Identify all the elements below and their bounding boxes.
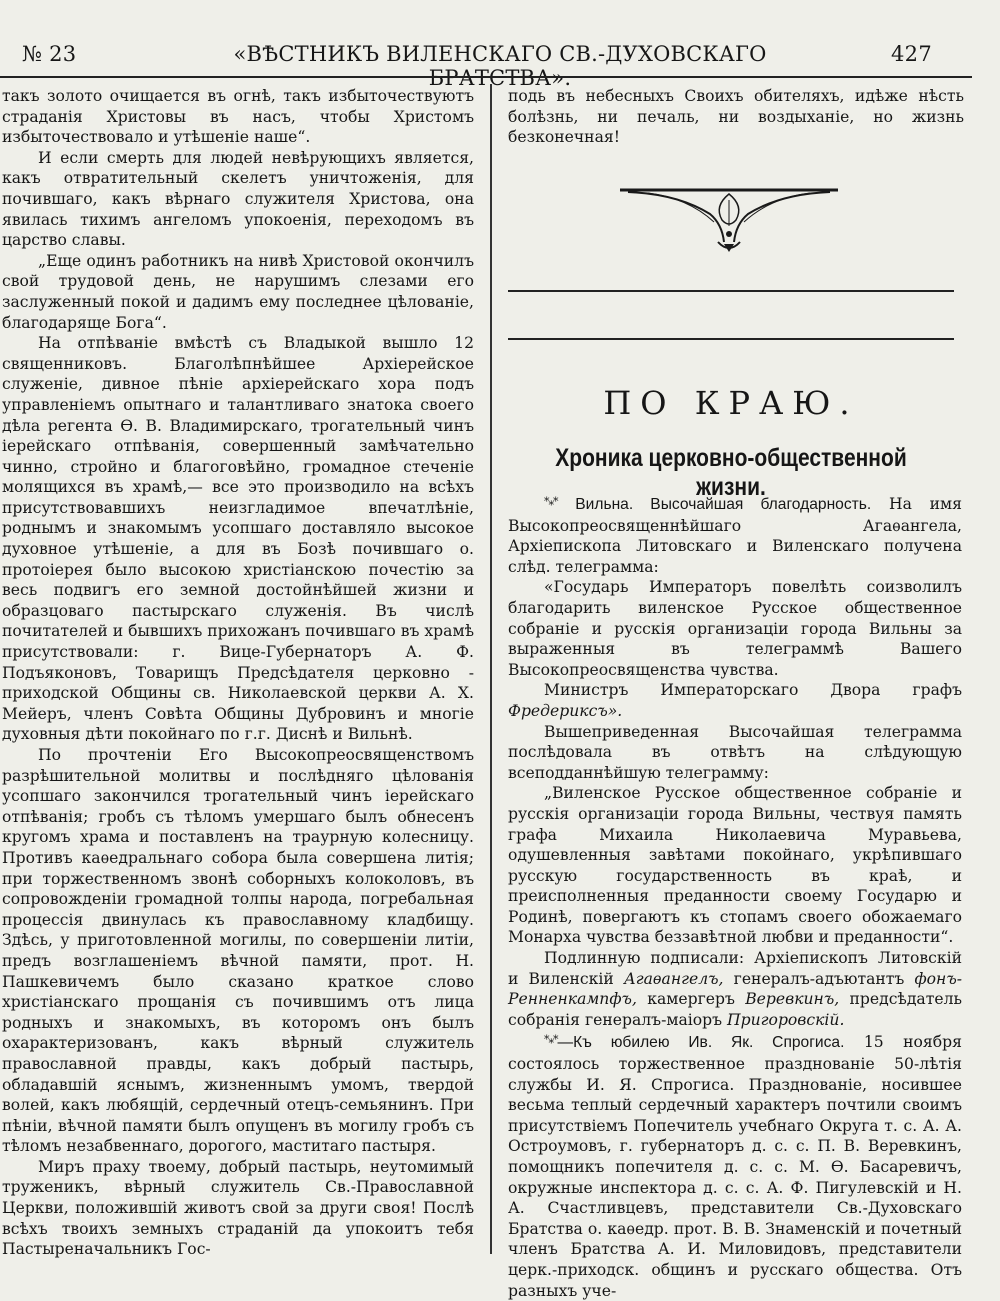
telegram-text: „Виленское Русское общественное собраніе и русскія организаціи города Вильны, чествуя память графа Михаила Николаевича Муравьева, одушевленныя завѣтами покойнаго, укрѣпившаго русскую государственность въ краѣ, и преисполненныя преданности своему Государю и Родинѣ, повергаютъ къ стопамъ своего обожаемаго Монарха чувства беззавѣтной любви и преданности“. bbox=[508, 784, 962, 947]
section-subtitle: Хроника церковно-общественной жизни. bbox=[555, 444, 907, 501]
news-text: 15 ноября состоялось торжественное празднованіе 50-лѣтія службы И. Я. Спрогиса. Празднованіе, носившее весьма теплый сердечный характеръ почтили своимъ присутствіемъ Попечитель учебнаго Округа т. с. А. А. Остроумовъ, г. губернаторъ д. с. с. П. В. Веревкинъ, помощникъ попечителя д. с. с. М. Ѳ. Басаревичъ, окружные инспектора д. с. с. А. Ф. Пигулевскій и Н. А. Счастливцевъ, представители Св.-Духовскаго Братства о. каѳедр. прот. В. В. Знаменскій и почетный членъ Братства А. И. Миловидовъ, представители церк.-приходск. общинъ и русскаго общества. Отъ разныхъ уче- bbox=[508, 1033, 962, 1300]
header-rule bbox=[0, 76, 972, 78]
page-number: 427 bbox=[891, 42, 932, 66]
text: камергеръ bbox=[647, 990, 735, 1009]
paragraph: На отпѣваніе вмѣстѣ съ Владыкой вышло 12 священниковъ. Благолѣпнѣйшее Архіерейское служеніе, дивное пѣніе архіерейскаго хора подъ управленіемъ опытнаго и талантливаго знатока своего дѣла регента Ѳ. В. Владимирскаго, трогательный чинъ іерейскаго отпѣванія, совершенный замѣчательно чинно, стройно и благоговѣйно, громадное стеченіе молящихся въ храмѣ,— все это производило на всѣхъ присутствовавшихъ неизгладимое впечатлѣніе, роднымъ и знакомымъ усопшаго доставляло высокое духовное утѣшеніе, а для въ Бозѣ почившаго о. протоіерея было высокою христіанскою почестію за весь подвигъ его земной достойнѣйшей жизни и образцоваго пастырскаго служенія. Въ числѣ почитателей и бывшихъ прихожанъ почившаго въ храмѣ присутствовали: г. Вице-Губернаторъ А. Ф. Подъяконовъ, Товарищъ Предсѣдателя церковно - приходской Общины св. Николаевской церкви А. Х. Мейеръ, членъ Совѣта Общины Дубровинъ и многіе духовныя дѣти покойнаго по г.г. Диснѣ и Вильнѣ. bbox=[2, 334, 474, 744]
paragraph: подь въ небесныхъ Своихъ обителяхъ, идѣже нѣсть болѣзнь, ни печаль, ни воздыханіе, но жизнь безконечная! bbox=[508, 87, 964, 147]
page-header bbox=[0, 42, 1000, 90]
asterism-icon: *⁎* bbox=[544, 495, 558, 508]
news-heading: —Къ юбилею Ив. Як. Спрогиса. bbox=[557, 1034, 845, 1052]
paragraph: И если смерть для людей невѣрующихъ является, какъ отвратительный скелетъ уничтоженія, для почившаго, какъ вѣрнаго служителя Христова, она явилась тихимъ ангеломъ упокоенія, переходомъ въ царство славы. bbox=[2, 148, 474, 250]
right-column-top bbox=[508, 86, 964, 148]
news-heading: Вильна. Высочайшая благодарность. bbox=[575, 496, 872, 513]
section-rule bbox=[508, 290, 954, 292]
column-divider bbox=[490, 84, 492, 1254]
ornament-icon bbox=[618, 184, 840, 256]
news-item bbox=[508, 1030, 962, 1301]
paragraph: такъ золото очищается въ огнѣ, такъ избыточествуютъ страданія Христовы въ насъ, чтобы Христомъ избыточествовало и утѣшеніе наше“. bbox=[2, 87, 474, 147]
signature-name: Фредериксъ». bbox=[508, 701, 623, 720]
news-item bbox=[508, 492, 962, 577]
text: Подлинную подписали: Архіепископъ Литовскій и Виленскій bbox=[508, 949, 962, 988]
asterism-icon: *⁎* bbox=[544, 1033, 558, 1047]
signature-name: Веревкинъ, bbox=[745, 990, 840, 1009]
section-title: ПО КРАЮ. bbox=[603, 384, 859, 422]
issue-number: № 23 bbox=[22, 42, 77, 66]
paragraph: „Еще одинъ работникъ на нивѣ Христовой окончилъ свой трудовой день, не нарушимъ слезами его заслуженный покой и дадимъ ему последнее цѣлованіе, благодаряще Бога“. bbox=[2, 251, 474, 332]
journal-title: «ВѢСТНИКЪ ВИЛЕНСКАГО СВ.-ДУХОВСКАГО БРАТСТВА». bbox=[233, 42, 767, 90]
signature-name: Пригоровскій. bbox=[727, 1010, 845, 1029]
paragraph: Миръ праху твоему, добрый пастырь, неутомимый труженикъ, вѣрный служитель Св.-Православной Церкви, положившій животъ свой за други своя! Послѣ всѣхъ твоихъ земныхъ страданій да упокоитъ тебя Пастыреначальникъ Гос- bbox=[2, 1157, 474, 1259]
quote: «Государь Императоръ повелѣть соизволилъ благодарить виленское Русское общественное собраніе и русскія организаціи города Вильны за выраженныя въ телеграммѣ Вашего Высокопреосвященства чувства. bbox=[508, 578, 962, 679]
paragraph: По прочтеніи Его Высокопреосвященствомъ разрѣшительной молитвы и послѣдняго цѣлованія усопшаго закончился трогательный чинъ іерейскаго отпѣванія; гробъ съ тѣломъ умершаго былъ обнесенъ кругомъ храма и поставленъ на траурную колесницу. Противъ каѳедральнаго собора была совершена литія; при торжественномъ звонѣ соборныхъ колоколовъ, въ сопровожденіи громадной толпы народа, погребальная процессія двинулась къ православному кладбищу. Здѣсь, у приготовленной могилы, по совершеніи литіи, предъ возглашеніемъ вѣчной памяти, прот. Н. Пашкевичемъ было сказано краткое слово христіанскаго прощанія съ почившимъ отъ лица родныхъ и знакомыхъ, въ которомъ онъ былъ охарактеризованъ, какъ вѣрный служитель православной правды, какъ добрый пастырь, обладавшій яснымъ, жизненнымъ умомъ, твердой волей, какъ любящій, сердечный отецъ-семьянинъ. При пѣніи, вѣчной памяти былъ опущенъ въ могилу гробъ съ тѣломъ незабвеннаго, дорогого, маститаго пастыря. bbox=[2, 746, 474, 1156]
paragraph: Вышеприведенная Высочайшая телеграмма послѣдовала въ отвѣтъ на слѣдующую всеподданнѣйшую телеграмму: bbox=[508, 722, 962, 782]
signature-line: Министръ Императорскаго Двора графъ bbox=[544, 681, 962, 700]
section-rule bbox=[508, 338, 954, 340]
text: генералъ-адъютантъ bbox=[733, 969, 905, 988]
signatories bbox=[508, 948, 962, 1030]
signature-name: фонъ-Ренненкампфъ, bbox=[508, 969, 962, 1009]
paragraph bbox=[508, 680, 962, 721]
signature-name: Агаѳангелъ, bbox=[623, 969, 724, 988]
chronicle-column bbox=[508, 492, 962, 1301]
news-text: На имя Высокопреосвященнѣйшаго Агаѳангела, Архіепископа Литовскаго и Виленскаго получена слѣд. телеграмма: bbox=[508, 495, 962, 576]
text: предсѣдатель собранія генералъ-маіоръ bbox=[508, 990, 962, 1029]
left-column bbox=[2, 86, 474, 1260]
